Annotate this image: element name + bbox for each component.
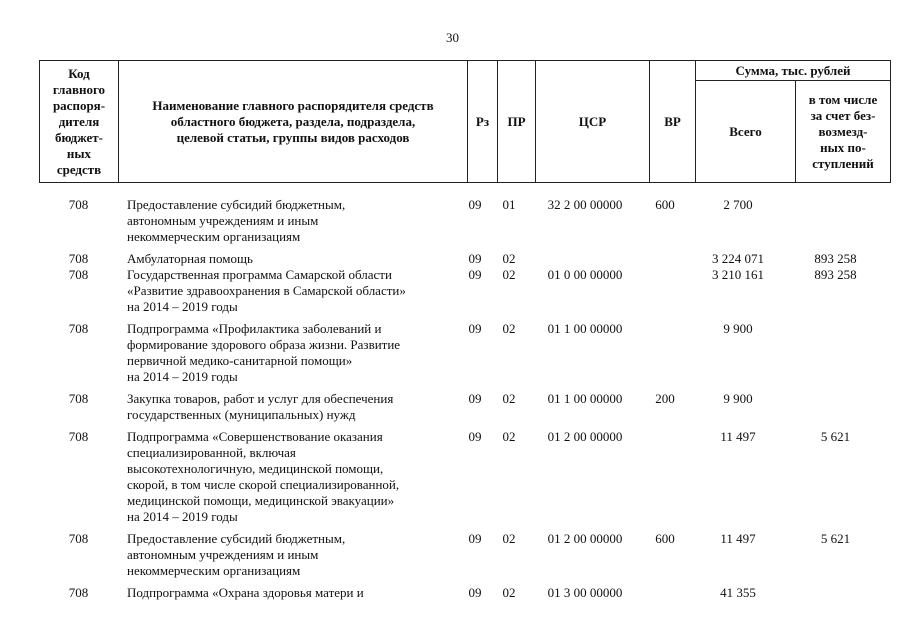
cell-vr: 600 (655, 531, 675, 546)
cell-free (788, 585, 883, 601)
table-row (39, 531, 890, 579)
table-row (39, 585, 890, 601)
page-number: 30 (446, 30, 459, 45)
cell-code: 708 (68, 585, 89, 600)
table-row (39, 321, 890, 385)
cell-free: 893 258 (814, 251, 857, 266)
cell-code: 708 (68, 197, 89, 212)
cell-pr: 02 (502, 251, 516, 266)
cell-free: 893 258 (814, 267, 857, 282)
cell-total: 9 900 (723, 391, 753, 406)
cell-rz: 09 (468, 429, 482, 444)
header-rz: Рз (468, 61, 498, 183)
cell-csr: 01 0 00 00000 (547, 267, 623, 282)
cell-vr: 200 (655, 391, 675, 406)
cell-name: Подпрограмма «Охрана здоровья матери и (127, 585, 364, 600)
cell-pr: 02 (502, 429, 516, 444)
header-vr: ВР (650, 61, 696, 183)
cell-free: 5 621 (820, 429, 851, 444)
cell-code: 708 (68, 531, 89, 546)
cell-pr: 02 (502, 585, 516, 600)
cell-code: 708 (68, 267, 89, 282)
cell-rz: 09 (468, 267, 482, 282)
cell-total: 3 224 071 (712, 251, 764, 266)
cell-total: 11 497 (720, 429, 756, 444)
cell-code: 708 (68, 391, 89, 406)
cell-pr: 02 (502, 531, 516, 546)
cell-rz: 09 (468, 197, 482, 212)
cell-free (788, 321, 883, 385)
cell-csr: 32 2 00 00000 (547, 197, 623, 212)
header-pr: ПР (498, 61, 536, 183)
cell-free (788, 197, 883, 245)
cell-name: Амбулаторная помощь (127, 251, 253, 266)
table-body (39, 197, 890, 601)
cell-free: 5 621 (820, 531, 851, 546)
cell-rz: 09 (468, 321, 482, 336)
cell-csr (528, 251, 642, 267)
table-row (39, 429, 890, 525)
cell-total: 11 497 (720, 531, 756, 546)
cell-csr: 01 2 00 00000 (547, 429, 623, 444)
cell-name: Подпрограмма «Профилактика заболеваний и формирование здорового образа жизни. Развитие первичной медико-санитарной помощи» на 2014 – 2019 годы (127, 321, 401, 384)
cell-vr: 600 (655, 197, 675, 212)
header-sum-title: Сумма, тыс. рублей (696, 61, 891, 81)
cell-free (788, 391, 883, 423)
cell-pr: 02 (502, 267, 516, 282)
cell-vr (642, 251, 688, 267)
header-total: Всего (696, 81, 796, 183)
header-csr: ЦСР (536, 61, 650, 183)
cell-code: 708 (68, 251, 89, 266)
cell-code: 708 (68, 429, 89, 444)
cell-name: Предоставление субсидий бюджетным, автономным учреждениям и иным некоммерческим организациям (127, 197, 346, 244)
cell-rz: 09 (468, 531, 482, 546)
table-header (39, 60, 891, 183)
cell-total: 3 210 161 (712, 267, 764, 282)
cell-rz: 09 (468, 391, 482, 406)
cell-name: Предоставление субсидий бюджетным, автономным учреждениям и иным некоммерческим организациям (127, 531, 346, 578)
cell-vr (642, 321, 688, 385)
cell-vr (642, 429, 688, 525)
header-free: в том числе за счет без- возмезд- ных по- ступлений (796, 81, 891, 183)
cell-pr: 02 (502, 321, 516, 336)
cell-name: Подпрограмма «Совершенствование оказания специализированной, включая высокотехнологичную, медицинской помощи, скорой, в том числе скорой специализированной, медицинской помощи, медицинской эвакуации» на 2014 – 2019 годы (127, 429, 400, 524)
header-name: Наименование главного распорядителя средств областного бюджета, раздела, подраздела, целевой статьи, группы видов расходов (119, 61, 468, 183)
cell-rz: 09 (468, 251, 482, 266)
header-code: Код главного распоря- дителя бюджет- ных средств (40, 61, 119, 183)
table-row (39, 391, 890, 423)
cell-vr (642, 585, 688, 601)
table-row (39, 197, 890, 245)
cell-total: 41 355 (720, 585, 756, 600)
table-row (39, 251, 890, 267)
cell-csr: 01 3 00 00000 (547, 585, 623, 600)
cell-name: Закупка товаров, работ и услуг для обеспечения государственных (муниципальных) нужд (127, 391, 394, 422)
cell-total: 9 900 (723, 321, 753, 336)
cell-pr: 01 (502, 197, 516, 212)
cell-csr: 01 1 00 00000 (547, 321, 623, 336)
cell-total: 2 700 (723, 197, 753, 212)
cell-vr (642, 267, 688, 315)
table-row (39, 267, 890, 315)
cell-csr: 01 1 00 00000 (547, 391, 623, 406)
cell-pr: 02 (502, 391, 516, 406)
cell-rz: 09 (468, 585, 482, 600)
cell-code: 708 (68, 321, 89, 336)
cell-name: Государственная программа Самарской области «Развитие здравоохранения в Самарской области» на 2014 – 2019 годы (127, 267, 406, 314)
cell-csr: 01 2 00 00000 (547, 531, 623, 546)
